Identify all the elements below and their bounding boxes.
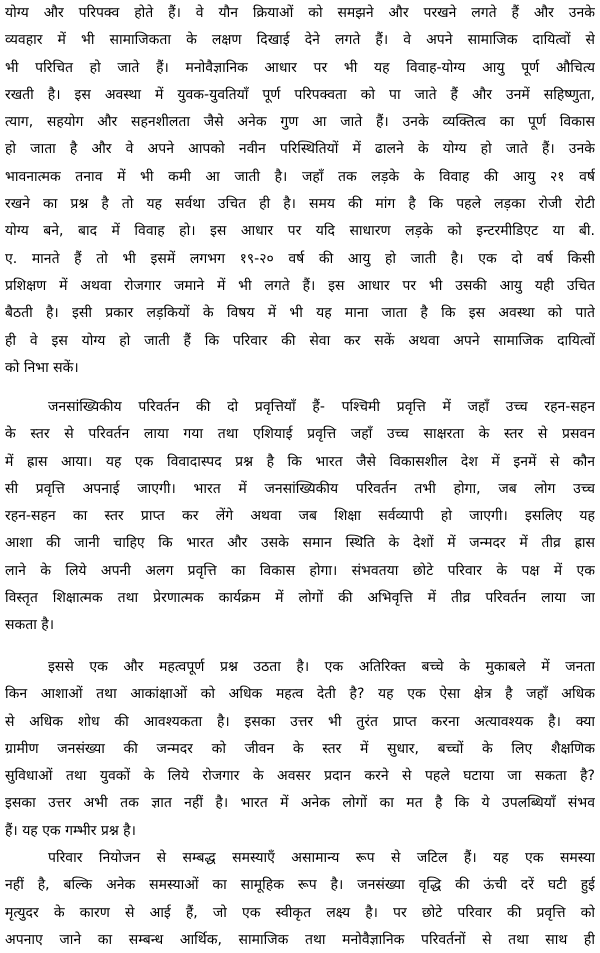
text-line: हैं। यह एक गम्भीर प्रश्न है।: [5, 822, 136, 839]
text-line: विस्तृत शिक्षात्मक तथा प्रेरणात्मक कार्यक्रम में लोगों की अभिवृत्ति में तीव्र परिवर्तन लाया जा: [5, 590, 595, 607]
paragraph-marriage-age: [5, 0, 595, 382]
text-line: भावनात्मक तनाव में भी कमी आ जाती है। जहाँ तक लड़के के विवाह की आयु २१ वर्ष: [5, 168, 595, 185]
text-line: व्यवहार में भी सामाजिकता के लक्षण दिखाई देने लगते हैं। वे अपने सामाजिक दायित्वों से: [5, 32, 595, 49]
text-line: सकता है।: [5, 617, 55, 634]
text-line: में ह्रास आया। यह एक विवादास्पद प्रश्न है कि भारत जैसे विकासशील देश में इनमें से कौन: [5, 453, 595, 470]
text-line: रहन-सहन का स्तर प्राप्त कर लेंगे अथवा जब शिक्षा सर्वव्यापी हो जाएगी। इसलिए यह: [5, 508, 595, 525]
text-line: के स्तर से परिवर्तन लाया गया तथा एशियाई प्रवृत्ति जहाँ उच्च साक्षरता के स्तर से प्रसवन: [5, 426, 595, 443]
paragraph-important-question: [5, 654, 595, 845]
text-line: ही वे इस योग्य हो जाती हैं कि परिवार की सेवा कर सकें अथवा अपने सामाजिक दायित्वों: [5, 332, 595, 349]
text-line: परिवार नियोजन से सम्बद्ध समस्याएँ असामान्य रूप से जटिल हैं। यह एक समस्या: [48, 850, 595, 866]
text-line: योग्य और परिपक्व होते हैं। वे यौन क्रियाओं को समझने और परखने लगते हैं और उनके: [5, 5, 595, 21]
text-line: सुविधाओं तथा युवकों के लिये रोजगार के अवसर प्रदान करने से पहले घटाया जा सकता है?: [5, 768, 595, 785]
text-line: इसका उत्तर अभी तक ज्ञात नहीं है। भारत में अनेक लोगों का मत है कि ये उपलब्धियाँ संभव: [5, 795, 595, 812]
text-line: लाने के लिये अपनी अलग प्रवृत्ति का विकास होगा। संभवतया छोटे परिवार के पक्ष में एक: [5, 562, 595, 579]
text-line: त्याग, सहयोग और सहनशीलता जैसे अनेक गुण आ जाते हैं। उनके व्यक्तित्व का पूर्ण विकास: [5, 114, 595, 131]
text-line: को निभा सकें।: [5, 359, 79, 376]
text-line: इससे एक और महत्वपूर्ण प्रश्न उठता है। एक अतिरिक्त बच्चे के मुकाबले में जनता: [48, 659, 595, 675]
text-line: योग्य बने, बाद में विवाह हो। इस आधार पर यदि साधारण लड़के को इन्टरमीडिएट या बी.: [5, 223, 595, 240]
paragraph-family-planning: [5, 845, 595, 953]
text-line: भी परिचित हो जाते हैं। मनोवैज्ञानिक आधार पर भी यह विवाह-योग्य आयु पूर्ण औचित्य: [5, 59, 595, 76]
text-line: अपनाए जाने का सम्बन्ध आर्थिक, सामाजिक तथा मनोवैज्ञानिक परिवर्तनों से तथा साथ ही: [5, 931, 595, 948]
paragraph-demographic-trends: [5, 394, 595, 640]
text-line: जनसांख्यिकीय परिवर्तन की दो प्रवृत्तियाँ हैं- पश्चिमी प्रवृत्ति में जहाँ उच्च रहन-सहन: [48, 399, 595, 415]
text-line: किन आशाओं तथा आकांक्षाओं को अधिक महत्व देती है? यह एक ऐसा क्षेत्र है जहाँ अधिक: [5, 686, 595, 703]
text-line: सी प्रवृत्ति अपनाई जाएगी। भारत में जनसांख्यिकीय परिवर्तन तभी होगा, जब लोग उच्च: [5, 480, 595, 497]
text-line: रखने का प्रश्न है तो यह सर्वथा उचित ही है। समय की मांग है कि पहले लड़का रोजी रोटी: [5, 196, 595, 213]
text-line: बैठती है। इसी प्रकार लड़कियों के विषय में भी यह माना जाता है कि इस अवस्था को पाते: [5, 305, 595, 322]
text-line: हो जाता है और वे अपने आपको नवीन परिस्थितियों में ढालने के योग्य हो जाते हैं। उनके: [5, 141, 595, 158]
text-line: आशा की जानी चाहिए कि भारत और उसके समान स्थिति के देशों में जन्मदर में तीव्र ह्रास: [5, 535, 595, 552]
text-line: मृत्युदर के कारण से आई हैं, जो एक स्वीकृत लक्ष्य है। पर छोटे परिवार की प्रवृत्ति को: [5, 904, 595, 921]
text-line: नहीं है, बल्कि अनेक समस्याओं का सामूहिक रूप है। जनसंख्या वृद्धि की ऊंची दरें घटी हुई: [5, 877, 595, 894]
text-line: प्रशिक्षण में अथवा रोजगार जमाने में भी लगते हैं। इस आधार पर भी उसकी आयु यही उचित: [5, 277, 595, 294]
text-line: ग्रामीण जनसंख्या की जन्मदर को जीवन के स्तर में सुधार, बच्चों के लिए शैक्षणिक: [5, 740, 595, 757]
text-line: रखती है। इस अवस्था में युवक-युवतियाँ पूर्ण परिपक्वता को पा जाते हैं और उनमें सहिष्णुता,: [5, 86, 595, 103]
text-line: से अधिक शोध की आवश्यकता है। इसका उत्तर भी तुरंत प्राप्त करना अत्यावश्यक है। क्या: [5, 713, 595, 730]
text-line: ए. मानते हैं तो भी इसमें लगभग १९-२० वर्ष की आयु हो जाती है। एक दो वर्ष किसी: [5, 250, 595, 267]
